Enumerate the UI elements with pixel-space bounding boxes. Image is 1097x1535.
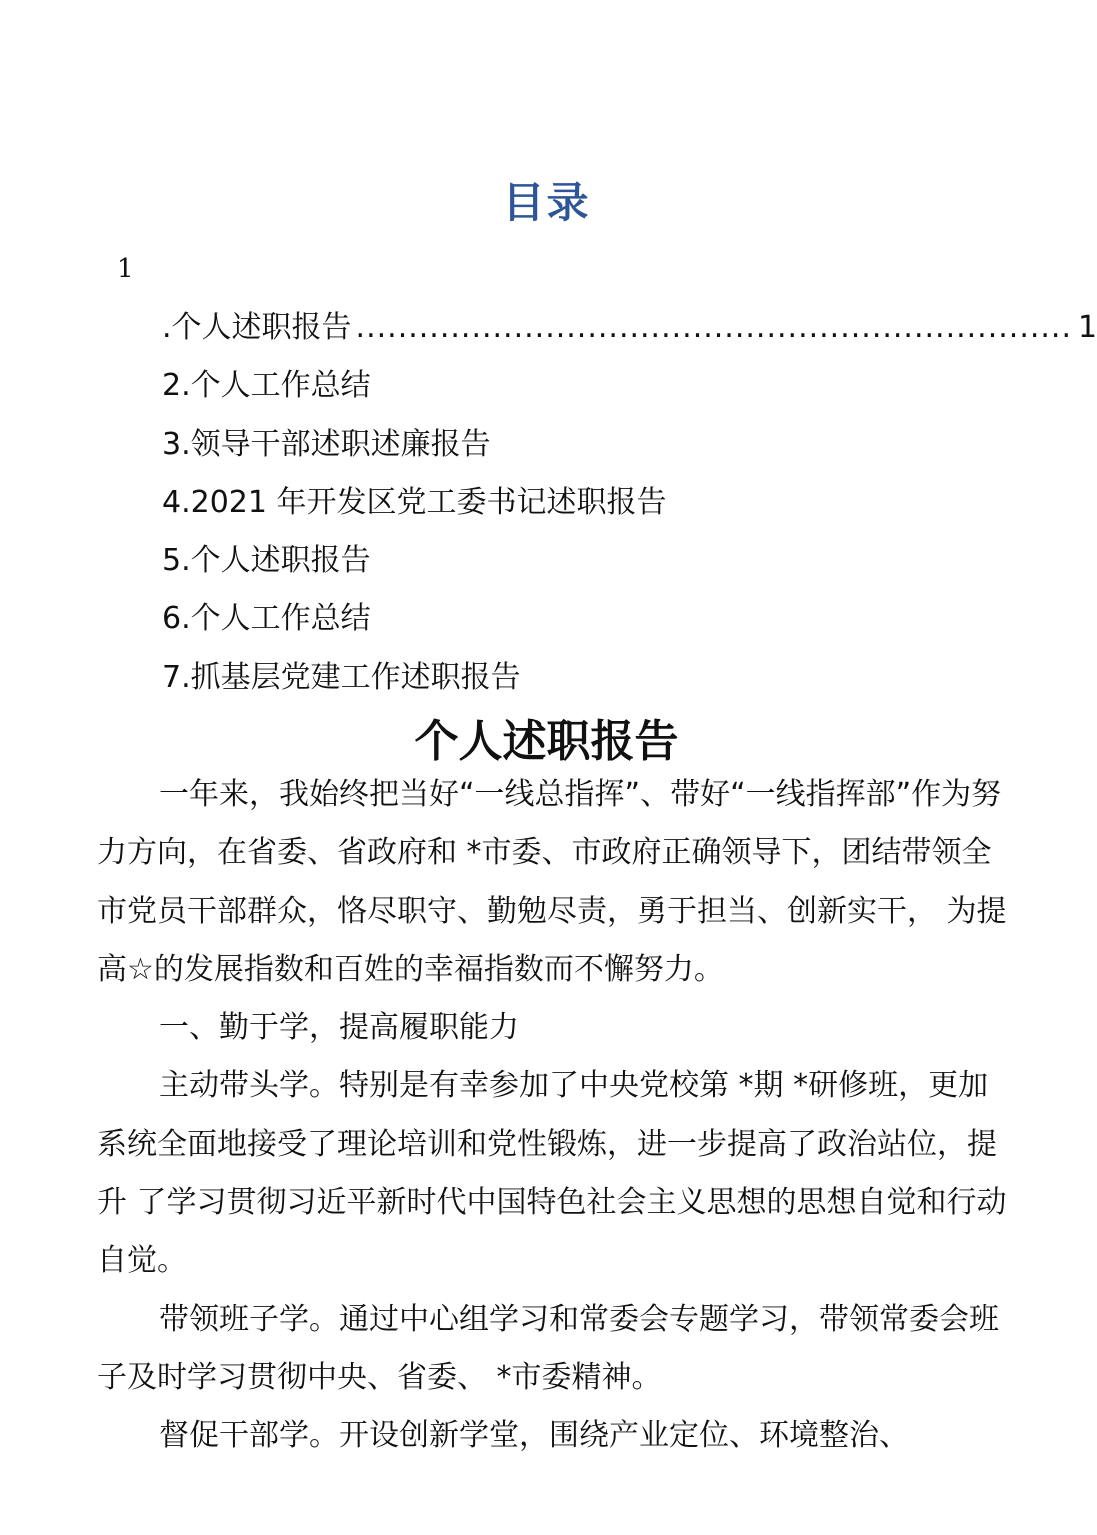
toc-item[interactable] [162,361,1002,419]
toc-item-label: 3.领导干部述职述廉报告 [162,426,491,462]
toc-item[interactable] [162,594,1002,652]
document-title: 个人述职报告 [414,716,679,767]
toc-item[interactable] [162,653,1002,711]
document-body [97,766,1017,1466]
toc-item-label: 2.个人工作总结 [162,368,371,404]
body-paragraph: 主动带头学。特别是有幸参加了中央党校第 *期 *研修班，更加系统全面地接受了理论培训和党性锻炼，进一步提高了政治站位，提升 了学习贯彻习近平新时代中国特色社会主义思想的思想自觉和行动自觉。 [97,1068,1007,1279]
page-marker: 1 [117,254,134,284]
toc-item-label: 7.抓基层党建工作述职报告 [162,659,521,695]
toc-leader-dots: .................................................................... [355,310,1073,345]
toc-item-page: 1 [1078,310,1097,345]
toc-item[interactable] [162,536,1002,594]
toc-item[interactable] [162,303,1097,361]
toc-list [162,303,1097,711]
toc-item-label: .个人述职报告 [162,310,352,345]
section-heading: 一、勤于学，提高履职能力 [159,1010,519,1046]
toc-item-label: 6.个人工作总结 [162,601,371,637]
toc-item[interactable] [162,478,1002,536]
toc-item-label: 4.2021 年开发区党工委书记述职报告 [162,484,667,520]
body-paragraph: 督促干部学。开设创新学堂，围绕产业定位、环境整治、 [159,1418,909,1454]
body-paragraph: 带领班子学。通过中心组学习和常委会专题学习，带领常委会班 子及时学习贯彻中央、省委、 *市委精神。 [97,1301,999,1395]
toc-item-label: 5.个人述职报告 [162,543,371,579]
toc-title: 目录 [502,178,591,227]
toc-item[interactable] [162,420,1002,478]
body-paragraph: 一年来，我始终把当好“一线总指挥”、带好“一线指挥部”作为努力方向，在省委、省政府和 *市委、市政府正确领导下，团结带领全市党员干部群众，恪尽职守、勤勉尽责，勇于担当、创新实干， 为提高☆的发展指数和百姓的幸福指数而不懈努力。 [97,777,1007,987]
